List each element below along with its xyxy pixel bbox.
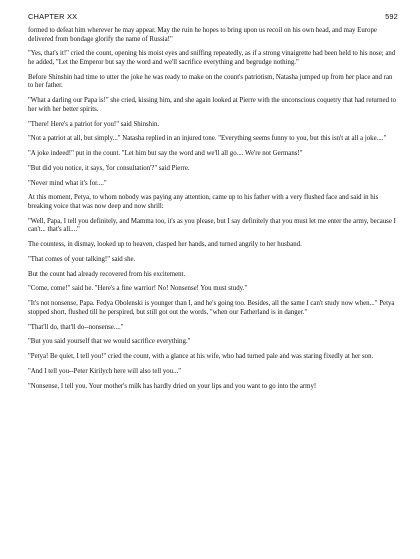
paragraph: But the count had already recovered from his excitement. xyxy=(28,270,186,278)
page-body xyxy=(28,27,398,391)
paragraph: At this moment, Petya, to whom nobody was paying any attention, came up to his father with a very flushed face and said in his breaking voice that was now deep and now shrill: xyxy=(28,194,379,211)
paragraph: "Nonsense, I tell you. Your mother's milk has hardly dried on your lips and you want to go into the army! xyxy=(28,382,317,390)
paragraph: Before Shinshin had time to utter the joke he was ready to make on the count's patriotism, Natasha jumped up from her place and ran to her father. xyxy=(28,73,393,90)
paragraph: "Not a patriot at all, but simply..." Natasha replied in an injured tone. "Everything seems funny to you, but this isn't at all a joke...." xyxy=(28,135,387,143)
paragraph: "That comes of your talking!" said she. xyxy=(28,255,136,263)
paragraph: "There! Here's a patriot for you!" said Shinshin. xyxy=(28,120,160,128)
paragraph: "Petya! Be quiet, I tell you!" cried the count, with a glance at his wife, who had turned pale and was staring fixedly at her son. xyxy=(28,353,374,361)
paragraph: "What a darling our Papa is!" she cried, kissing him, and she again looked at Pierre with the unconscious coquetry that had returned to her with her better spirits. xyxy=(28,97,397,113)
paragraph: "But did you notice, it says, 'for consultation'?" said Pierre. xyxy=(28,164,190,172)
paragraph: "But you said yourself that we would sacrifice everything." xyxy=(28,338,191,346)
paragraph: "That'll do, that'll do--nonsense...." xyxy=(28,323,124,331)
page-header xyxy=(28,12,398,21)
paragraph: "Yes, that's it!" cried the count, opening his moist eyes and sniffing repeatedly, as if a strong vinaigrette had been held to his nose; and he added, "Let the Emperor but say the word and we'll sacrifice everything and begrudge nothing." xyxy=(28,50,396,67)
chapter-title: CHAPTER XX xyxy=(28,12,78,21)
paragraph: formed to defeat him wherever he may appear. May the ruin he hopes to bring upon us recoil on his own head, and may Europe delivered from bondage glorify the name of Russia!" xyxy=(28,27,377,43)
paragraph: The countess, in dismay, looked up to heaven, clasped her hands, and turned angrily to her husband. xyxy=(28,241,302,249)
paragraph: "Come, come!" said he. "Here's a fine warrior! No! Nonsense! You must study." xyxy=(28,285,248,293)
paragraph: "It's not nonsense, Papa. Fedya Obolenski is younger than I, and he's going too. Besides, all the same I can't study now when..." Petya stopped short, flushed till he perspired, but still got out the words, "when our Fatherland is in danger." xyxy=(28,300,395,316)
paragraph: "Well, Papa, I tell you definitely, and Mamma too, it's as you please, but I say definitely that you must let me enter the army, because I can't... that's all...." xyxy=(28,217,396,234)
page-number: 592 xyxy=(385,12,398,21)
paragraph: "And I tell you--Peter Kirilych here will also tell you..." xyxy=(28,367,182,375)
paragraph: "Never mind what it's for...." xyxy=(28,179,107,187)
paragraph: "A joke indeed!" put in the count. "Let him but say the word and we'll all go.... We're not Germans!" xyxy=(28,150,303,158)
